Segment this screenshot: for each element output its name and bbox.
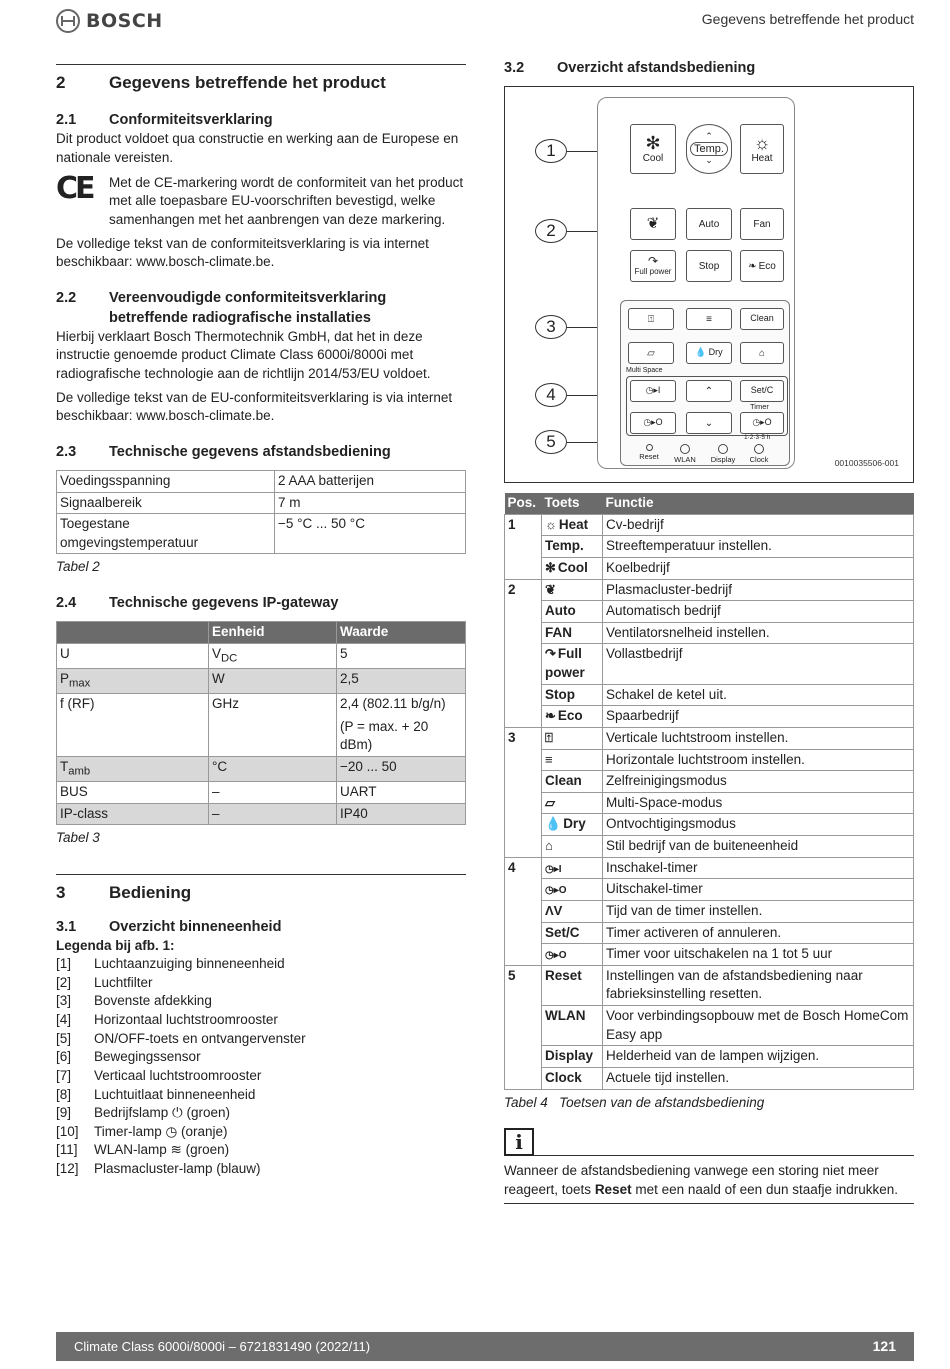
key-cell [542,579,603,601]
table-row [505,684,914,706]
position-marker: 4 [535,383,567,407]
cool-button[interactable]: ✻ Cool [630,124,676,174]
pos-cell: 5 [505,965,542,1089]
gauge-icon: ↷ [647,254,659,268]
multi-space-button[interactable] [628,342,674,364]
ce-block [56,170,466,230]
left-column [56,64,466,1179]
legend-list [56,955,466,1179]
key-cell [542,684,603,706]
house-icon: ⌂ [758,347,766,359]
function-cell: Timer activeren of annuleren. [603,922,914,944]
fan-button[interactable]: Fan [740,208,784,240]
key-cell [542,814,603,836]
function-cell: Tijd van de timer instellen. [603,900,914,922]
ce-mark-icon: CE [56,170,93,206]
table-row: f (RF) GHz 2,4 (802.11 b/g/n) (P = max. + 20 dBm) [57,694,466,757]
function-cell: Ontvochtigingsmodus [603,814,914,836]
function-cell: Ventilatorsnelheid instellen. [603,622,914,644]
section-2-2-heading: 2.2 Vereenvoudigde conformiteitsverklaring betreffende radiografische installaties [56,289,387,326]
vertical-airflow-icon: ⍐ [648,313,654,325]
function-cell: Koelbedrijf [603,557,914,579]
function-cell: Stil bedrijf van de buiteneenheid [603,836,914,858]
pos-cell: 2 [505,579,542,727]
key-icon: ⍐ [545,729,553,745]
function-cell: Spaarbedrijf [603,706,914,728]
temp-button[interactable]: ⌃ Temp. ⌄ [686,124,732,174]
key-cell [542,1006,603,1046]
chevron-down-icon: ⌄ [704,417,714,429]
table-row [505,749,914,771]
key-icon: ❦ [545,581,556,597]
stop-button[interactable]: Stop [686,250,732,282]
table-row: Toegestane omgevingstemperatuur −5 °C ... 50 °C [57,514,466,554]
page-number: 121 [872,1337,896,1354]
off-timer-hours-button[interactable] [740,412,784,434]
list-item: [12] Plasmacluster-lamp (blauw) [56,1161,261,1177]
function-cell: Uitschakel-timer [603,879,914,901]
paragraph: Hierbij verklaart Bosch Thermotechnik GmbH, dat het in deze instructie genoemde product Climate Class 6000i/8000i met radiografische technologie aan de richtlijn 2014/53/EU voldoet. [56,328,431,382]
key-icon: ≡ [545,751,553,767]
section-2-1-heading: 2.1 Conformiteitsverklaring [56,112,273,129]
quiet-outdoor-button[interactable] [740,342,784,364]
key-icon: ΛV [545,902,563,918]
section-3-heading: 3 Bediening [56,883,192,903]
heat-button[interactable]: ☼ Heat [740,124,784,174]
key-cell [542,1046,603,1068]
section-3-1-heading: 3.1 Overzicht binneneenheid [56,918,282,935]
bosch-armature-icon [56,9,80,33]
function-cell: Voor verbindingsopbouw met de Bosch HomeCom Easy app [603,1006,914,1046]
dry-button[interactable]: 💧 Dry [686,342,732,364]
key-label: Display [545,1048,594,1064]
section-2-3-heading: 2.3 Technische gegevens afstandsbediening [56,443,391,460]
table-caption: Tabel 2 [56,559,100,575]
wlan-button[interactable]: WLAN [670,444,700,465]
remote-control [597,97,795,469]
table-row [505,727,914,749]
table-row: Voedingsspanning 2 AAA batterijen [57,470,466,492]
pos-cell: 1 [505,514,542,579]
snowflake-icon: ✻ [645,132,661,153]
key-cell [542,836,603,858]
key-label: FAN [545,624,572,640]
reset-button[interactable]: Reset [634,444,664,462]
pos-cell: 3 [505,727,542,857]
key-label: Reset [545,967,582,983]
plasmacluster-button[interactable] [630,208,676,240]
section-rule [56,64,466,65]
key-cell [542,900,603,922]
key-cell [542,514,603,536]
key-cell [542,557,603,579]
clean-button[interactable]: Clean [740,308,784,330]
key-icon: ▱ [545,794,555,810]
sun-icon: ☼ [753,132,771,153]
key-cell [542,965,603,1005]
key-cell [542,749,603,771]
timer-off-icon: ◷▸O [752,417,772,428]
function-cell: Actuele tijd instellen. [603,1067,914,1089]
function-cell: Vollastbedrijf [603,644,914,684]
timer-on-icon: ◷▸I [645,385,661,396]
footer-doc: Climate Class 6000i/8000i – 6721831490 (2022/11) [74,1338,371,1354]
function-cell: Cv-bedrijf [603,514,914,536]
table-row [505,879,914,901]
key-cell [542,879,603,901]
eco-button[interactable]: ❧ Eco [740,250,784,282]
running-header: Gegevens betreffende het product [701,11,914,27]
key-label: Heat [558,516,589,532]
remote-keys-table [504,493,914,1090]
table-row [505,836,914,858]
key-cell [542,1067,603,1089]
off-timer-button[interactable] [630,412,676,434]
set-cancel-button[interactable]: Set/C [740,380,784,402]
position-marker: 1 [535,139,567,163]
function-cell: Plasmacluster-bedrijf [603,579,914,601]
table-row [505,965,914,1005]
table-row [505,579,914,601]
pos-cell: 4 [505,857,542,965]
table-row [505,601,914,623]
table-row: U $V_{DC}$ 5 [57,643,466,668]
table-row [505,622,914,644]
paragraph: De volledige tekst van de EU-conformiteitsverklaring is via internet beschikbaar: www.bosch-climate.be. [56,389,453,424]
table-row [505,1067,914,1089]
timer-off-icon: ◷▸O [643,417,663,428]
key-cell [542,857,603,879]
key-icon: ⌂ [545,838,553,853]
bosch-logo [56,8,163,34]
key-icon: ◷▸I [545,863,562,875]
list-item: [3] Bovenste afdekking [56,993,212,1009]
table-row [505,792,914,814]
key-icon: ✻ [545,559,556,575]
paragraph: De volledige tekst van de conformiteitsverklaring is via internet beschikbaar: www.bosch-climate.be. [56,235,429,270]
table-row: Signaalbereik 7 m [57,492,466,514]
on-timer-button[interactable] [630,380,676,402]
table-header-row: Pos. Toets Functie [505,493,914,514]
table-row [505,536,914,558]
section-2-heading: 2 Gegevens betreffende het product [56,73,386,92]
table-header-row: Eenheid Waarde [57,622,466,644]
table-row [505,1006,914,1046]
position-marker: 3 [535,315,567,339]
key-label: Full power [545,646,585,680]
timer-label: Timer [750,402,769,411]
leaf-icon: ❧ [748,260,757,272]
paragraph: Dit product voldoet qua constructie en werking aan de Europese en nationale vereisten. [56,131,459,166]
table-row [505,644,914,684]
key-label: Clock [545,1069,582,1085]
remote-specs-table [56,470,466,555]
function-cell: Multi-Space-modus [603,792,914,814]
list-item: [11] WLAN-lamp ≋ (groen) [56,1142,230,1158]
list-item: [8] Luchtuitlaat binneneenheid [56,1086,256,1102]
chevron-up-icon: ⌃ [704,385,714,397]
function-cell: Automatisch bedrijf [603,601,914,623]
list-item: [2] Luchtfilter [56,974,153,990]
function-cell: Schakel de ketel uit. [603,684,914,706]
table-caption: Tabel 3 [56,830,100,846]
key-icon: ◷▸O [545,950,567,962]
key-cell [542,771,603,793]
table-caption: Tabel 4 Toetsen van de afstandsbediening [504,1094,765,1110]
section-2-4-heading: 2.4 Technische gegevens IP-gateway [56,595,339,612]
key-label: WLAN [545,1008,586,1023]
position-marker: 2 [535,219,567,243]
table-row [505,706,914,728]
chevron-down-icon: ⌄ [705,155,713,166]
table-row: $P_{max}$ W 2,5 [57,668,466,693]
key-cell [542,536,603,558]
multi-space-icon: ▱ [647,347,655,359]
section-rule [56,874,466,875]
horizontal-airflow-icon: ≡ [706,313,712,325]
list-item: [5] ON/OFF-toets en ontvangervenster [56,1030,306,1046]
key-icon: 💧 [545,816,562,832]
function-cell: Timer voor uitschakelen na 1 tot 5 uur [603,944,914,966]
list-item: [10] Timer-lamp ◷ (oranje) [56,1123,228,1139]
function-cell: Instellingen van de afstandsbediening naar fabrieksinstelling resetten. [603,965,914,1005]
function-cell: Zelfreinigingsmodus [603,771,914,793]
key-label: Temp. [545,538,584,554]
section-3-2-heading: 3.2 Overzicht afstandsbediening [504,60,756,76]
info-note [504,1128,914,1204]
list-item: [4] Horizontaal luchtstroomrooster [56,1012,278,1028]
page-footer [56,1332,914,1361]
droplet-icon: 💧 [695,347,707,358]
clock-button[interactable]: Clock [744,444,774,465]
remote-keys-table-body [505,514,914,1089]
position-marker: 5 [535,430,567,454]
table-row [505,557,914,579]
key-icon: ❧ [545,708,556,724]
info-icon: i [504,1128,534,1156]
key-cell [542,922,603,944]
table-row [505,514,914,536]
vertical-swing-button[interactable] [628,308,674,330]
ip-gateway-table [56,621,466,825]
function-cell: Verticale luchtstroom instellen. [603,727,914,749]
full-power-button[interactable]: ↷ Full power [630,250,676,282]
multi-space-label: Multi Space [626,367,663,374]
key-label: Cool [557,559,588,575]
function-cell: Horizontale luchtstroom instellen. [603,749,914,771]
table-row [505,900,914,922]
table-row: IP-class – IP40 [57,803,466,825]
key-cell [542,706,603,728]
remote-control-figure [504,86,914,483]
timer-hours-label: 1·2·3·5 h [744,434,771,441]
plasmacluster-icon: ❦ [646,214,660,232]
key-cell [542,727,603,749]
key-label: Dry [563,816,586,832]
right-column [504,58,914,1204]
key-label: Stop [545,686,575,702]
list-item: [7] Verticaal luchtstroomrooster [56,1067,262,1083]
legend-title: Legenda bij afb. 1: [56,937,175,953]
key-cell [542,792,603,814]
key-cell [542,622,603,644]
key-label: Eco [557,708,583,724]
key-cell [542,601,603,623]
table-row: BUS – UART [57,782,466,804]
key-cell [542,944,603,966]
key-label: Clean [545,773,582,789]
table-row [505,1046,914,1068]
list-item: [6] Bewegingssensor [56,1049,201,1065]
table-row: $T_{amb}$ °C −20 ... 50 [57,756,466,781]
key-label: Set/C [545,924,580,940]
auto-button[interactable]: Auto [686,208,732,240]
table-row [505,922,914,944]
table-row [505,944,914,966]
table-row [505,814,914,836]
display-button[interactable]: Display [706,444,740,465]
list-item: [1] Luchtaanzuiging binneneenheid [56,956,285,972]
key-icon: ◷▸O [545,885,567,897]
chevron-up-icon: ⌃ [705,131,713,142]
key-cell [542,644,603,684]
function-cell: Streeftemperatuur instellen. [603,536,914,558]
timer-up-button[interactable] [686,380,732,402]
brand-name: BOSCH [86,10,163,32]
ce-text: Met de CE-markering wordt de conformiteit van het product met alle toepasbare EU-voorschriften bevestigd, welke samenhangen met het aanbrengen van deze markering. [109,174,464,227]
table-row [505,857,914,879]
horizontal-swing-button[interactable] [686,308,732,330]
key-icon: ☼ [545,516,557,532]
timer-down-button[interactable] [686,412,732,434]
info-text: Wanneer de afstandsbediening vanwege een storing niet meer reageert, toets Reset met een naald of een dun staafje indrukken. [504,1163,899,1197]
key-label: Auto [545,603,576,619]
table-row [505,771,914,793]
figure-id: 0010035506-001 [834,458,899,469]
key-icon: ↷ [545,646,556,662]
list-item: [9] Bedrijfslamp ⏻ (groen) [56,1105,230,1121]
function-cell: Helderheid van de lampen wijzigen. [603,1046,914,1068]
function-cell: Inschakel-timer [603,857,914,879]
